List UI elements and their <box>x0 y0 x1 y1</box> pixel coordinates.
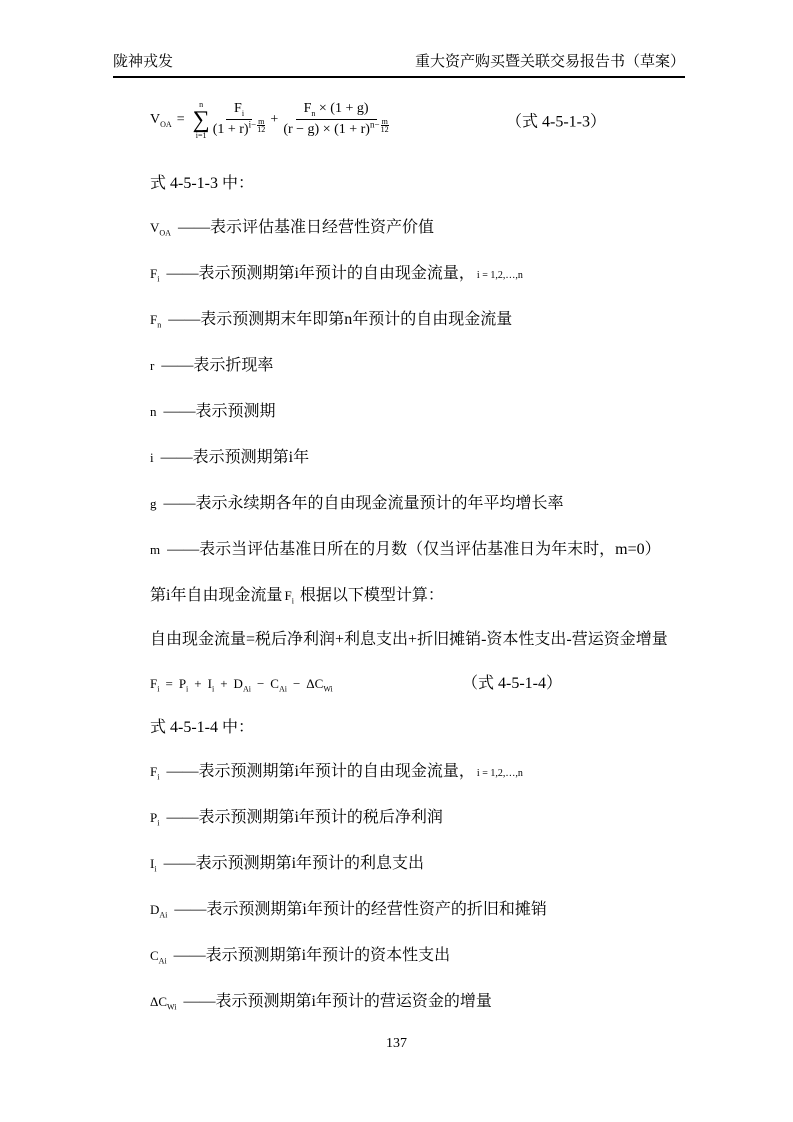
definition-item: m ——表示当评估基准日所在的月数（仅当评估基准日为年末时，m=0） <box>150 541 661 558</box>
fraction-1-denominator: (1 + r)i− $\frac{m}{12}$ <box>212 116 266 138</box>
fraction-term-2 <box>283 101 388 138</box>
definition-text: ——表示预测期第i年预计的税后净利润 <box>166 809 443 826</box>
definition-item: $C_{Ai}$ ——表示预测期第i年预计的资本性支出 <box>150 947 451 966</box>
definition-item: $F_i$ ——表示预测期第i年预计的自由现金流量， i = 1,2,…,n <box>150 763 523 782</box>
definition-text: ——表示预测期第i年预计的营运资金的增量 <box>183 993 492 1010</box>
page-number: 137 <box>386 1036 407 1051</box>
definition-item: r ——表示折现率 <box>150 357 274 374</box>
fraction-1-exponent: i− $\frac{m}{12}$ <box>248 116 266 134</box>
definition-text: ——表示永续期各年的自由现金流量预计的年平均增长率 <box>163 495 564 512</box>
definition-item: $I_i$ ——表示预测期第i年预计的利息支出 <box>150 855 425 874</box>
formula-label-4-5-1-3: （式 4-5-1-3） <box>506 113 606 131</box>
fraction-term-1 <box>213 101 266 138</box>
plus-sign: + <box>270 112 279 127</box>
fcf-equation: 自由现金流量=税后净利润+利息支出+折旧摊销-资本性支出-营运资金增量 <box>150 631 668 648</box>
definition-text: ——表示预测期第i年预计的自由现金流量， <box>166 763 475 780</box>
definition-text: ——表示预测期第i年预计的利息支出 <box>163 855 425 872</box>
definition-text: ——表示当评估基准日所在的月数（仅当评估基准日为年末时，m=0） <box>167 541 661 558</box>
definition-item: $F_n$ ——表示预测期末年即第n年预计的自由现金流量 <box>150 311 513 330</box>
definition-item: n ——表示预测期 <box>150 403 276 420</box>
definition-item: g ——表示永续期各年的自由现金流量预计的年平均增长率 <box>150 495 564 512</box>
definition-text: ——表示评估基准日经营性资产价值 <box>177 219 434 236</box>
summation-symbol <box>193 100 210 140</box>
formula-intro-1: 式 4-5-1-3 中： <box>150 175 254 192</box>
formula-lhs: $V_{OA}$ <box>150 112 172 129</box>
page-footer <box>0 1036 793 1052</box>
exponent-mini-fraction: $\frac{m}{12}$ <box>380 116 389 134</box>
definition-text: ——表示预测期第i年预计的资本性支出 <box>173 947 451 964</box>
sigma-glyph: ∑ <box>192 107 210 133</box>
definition-item: $V_{OA}$ ——表示评估基准日经营性资产价值 <box>150 219 434 238</box>
formula-intro-2: 式 4-5-1-4 中： <box>150 719 254 736</box>
equals-sign: = <box>176 112 185 127</box>
formula-label-4-5-1-4: （式 4-5-1-4） <box>462 675 562 692</box>
fraction-2-exponent: n− $\frac{m}{12}$ <box>369 116 389 134</box>
formula-4-5-1-3 <box>150 96 685 144</box>
page-header <box>113 53 685 78</box>
definition-item: $P_i$ ——表示预测期第i年预计的税后净利润 <box>150 809 443 828</box>
bridge-paragraph: 第i年自由现金流量 $F_i$ 根据以下模型计算： <box>150 587 444 606</box>
definition-item: $F_i$ ——表示预测期第i年预计的自由现金流量， i = 1,2,…,n <box>150 265 523 284</box>
definition-text: ——表示预测期第i年预计的自由现金流量， <box>166 265 475 282</box>
definition-text: ——表示预测期第i年预计的经营性资产的折旧和摊销 <box>174 901 547 918</box>
header-report-title: 重大资产购买暨关联交易报告书（草案） <box>414 54 685 70</box>
definition-item: $\Delta C_{Wi}$ ——表示预测期第i年预计的营运资金的增量 <box>150 993 492 1012</box>
definition-item: i ——表示预测期第i年 <box>150 449 310 466</box>
header-company-name: 陇神戎发 <box>113 54 174 70</box>
definition-text: ——表示预测期末年即第n年预计的自由现金流量 <box>168 311 513 328</box>
sum-lower-limit: i=1 <box>195 131 207 140</box>
definition-text: ——表示预测期 <box>163 403 276 420</box>
exponent-mini-fraction: $\frac{m}{12}$ <box>257 116 266 134</box>
fraction-1-numerator: $F_i$ <box>226 101 252 120</box>
definition-text: ——表示折现率 <box>161 357 274 374</box>
definition-item: $D_{Ai}$ ——表示预测期第i年预计的经营性资产的折旧和摊销 <box>150 901 547 920</box>
formula-4-5-1-4: $F_i$ = $P_i$ + $I_i$ + $D_{Ai}$ − $C_{Ai}$ − $\Delta C_{Wi}$ （式 4-5-1-4） <box>150 675 562 694</box>
fraction-2-numerator: $F_n \times (1 + g)$ <box>296 101 377 120</box>
fraction-2-denominator: (r − g) × (1 + r)n− $\frac{m}{12}$ <box>283 116 389 138</box>
definition-text: ——表示预测期第i年 <box>160 449 310 466</box>
sum-upper-limit: n <box>199 100 204 109</box>
page-content <box>150 90 685 1013</box>
